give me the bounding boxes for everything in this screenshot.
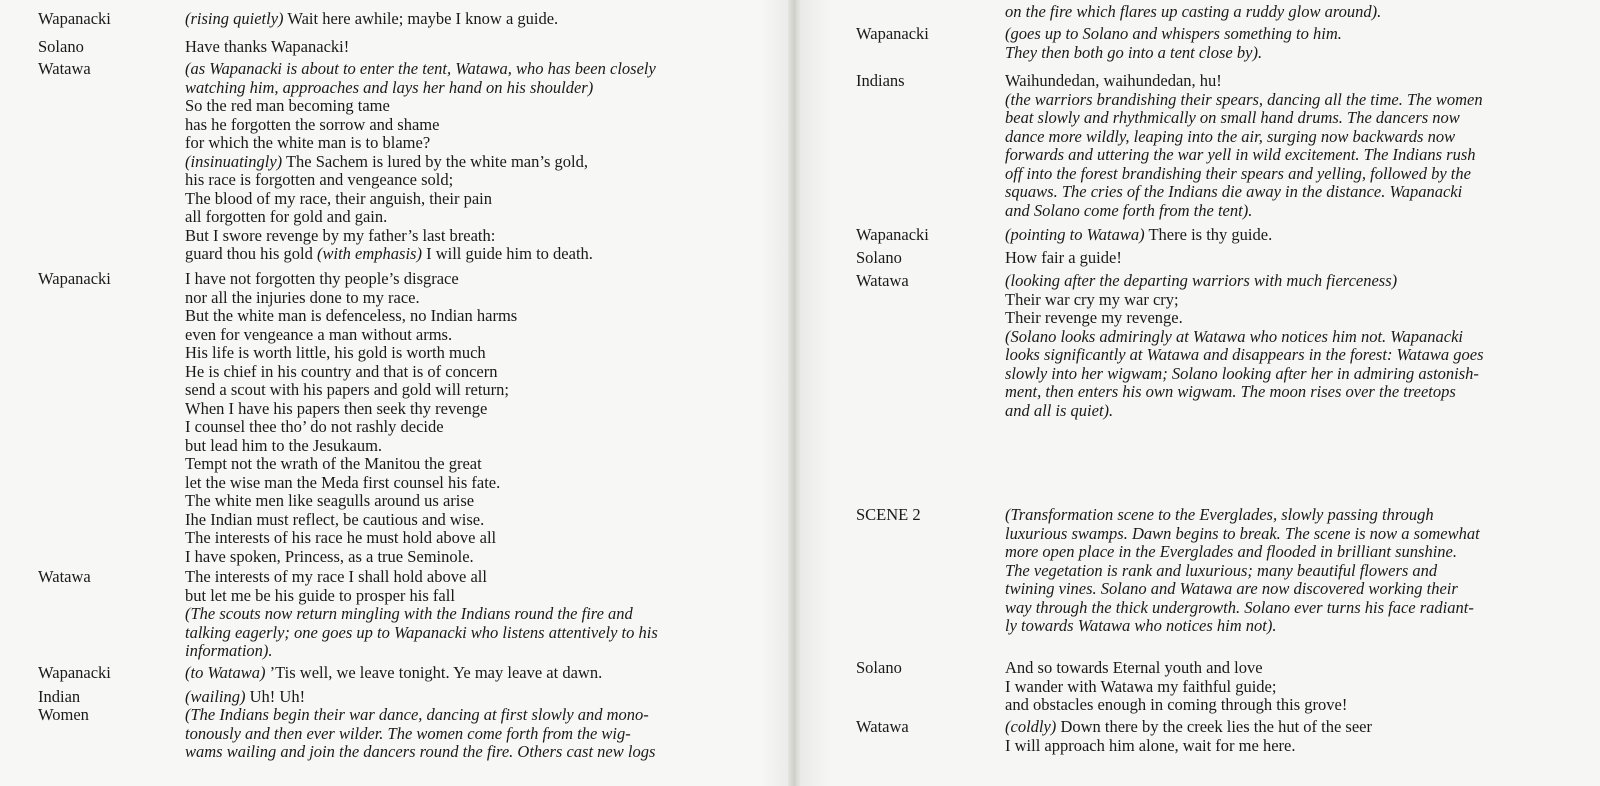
text-line xyxy=(185,642,658,661)
dialogue-text: I will approach him alone, wait for me here. xyxy=(1005,735,1296,755)
dialogue-text: The blood of my race, their anguish, their pain xyxy=(185,188,492,208)
text-line xyxy=(185,381,517,400)
stage-direction: off into the forest brandishing their spears and yelling, followed by the xyxy=(1005,163,1471,183)
text-line xyxy=(1005,402,1484,421)
dialogue-text: Their war cry my war cry; xyxy=(1005,289,1179,309)
script-entry xyxy=(0,664,790,686)
stage-direction: forwards and uttering the war yell in wild excitement. The Indians rush xyxy=(1005,145,1476,164)
stage-direction: ment, then enters his own wigwam. The moon rises over the treetops xyxy=(1005,382,1456,401)
dialogue-text: I wander with Watawa my faithful guide; xyxy=(1005,676,1277,696)
speaker-name: Watawa xyxy=(38,567,91,586)
text-line xyxy=(185,97,656,116)
speaker-name: Indians xyxy=(856,71,905,90)
text-line xyxy=(1005,580,1480,599)
stage-direction: (rising quietly) xyxy=(185,9,284,28)
dialogue-text: Have thanks Wapanacki! xyxy=(185,37,350,56)
stage-direction: squaws. The cries of the Indians die away in the distance. Wapanacki xyxy=(1005,182,1463,201)
text-line xyxy=(185,437,517,456)
speaker-name: Women xyxy=(38,705,89,724)
text-line xyxy=(185,344,517,363)
text-line xyxy=(185,664,602,683)
dialogue-text: Waihundedan, waihundedan, hu! xyxy=(1005,71,1222,90)
speaker-name: Watawa xyxy=(38,59,91,78)
dialogue-text: let the wise man the Meda first counsel his fate. xyxy=(185,472,501,492)
entry-text xyxy=(185,10,558,29)
stage-direction: on the fire which flares up casting a ruddy glow around). xyxy=(1005,2,1382,21)
script-entry xyxy=(0,568,790,664)
speaker-name: Solano xyxy=(856,658,902,677)
entry-text xyxy=(1005,226,1272,245)
text-line xyxy=(185,227,656,246)
entry-text xyxy=(185,60,656,264)
dialogue-text: nor all the injuries done to my race. xyxy=(185,287,420,307)
left-page xyxy=(0,0,790,786)
text-line xyxy=(185,725,655,744)
entry-text xyxy=(1005,25,1342,62)
text-line xyxy=(185,245,656,264)
text-line xyxy=(1005,678,1347,697)
stage-direction: (coldly) xyxy=(1005,717,1057,736)
dialogue-text: The interests of his race he must hold above all xyxy=(185,528,497,547)
stage-direction: (goes up to Solano and whispers something to him. xyxy=(1005,24,1342,43)
text-line xyxy=(185,116,656,135)
script-entry xyxy=(800,226,1600,248)
stage-direction: (pointing to Watawa) xyxy=(1005,225,1145,244)
speaker-name: Solano xyxy=(38,37,84,56)
stage-direction: (looking after the departing warriors with much fierceness) xyxy=(1005,271,1398,290)
entry-text xyxy=(1005,249,1122,268)
text-line xyxy=(1005,226,1272,245)
dialogue-text: his race is forgotten and vengeance sold; xyxy=(185,170,454,189)
text-line xyxy=(1005,599,1480,618)
text-line xyxy=(185,307,517,326)
entry-text xyxy=(1005,72,1483,220)
stage-direction: (Solano looks admiringly at Watawa who notices him not. Wapanacki xyxy=(1005,326,1464,346)
stage-direction: tonously and then ever wilder. The women come forth from the wig- xyxy=(185,723,631,743)
script-entry xyxy=(800,72,1600,222)
dialogue-text: for which the white man is to blame? xyxy=(185,133,431,152)
stage-direction: way through the thick undergrowth. Solano ever turns his face radiant- xyxy=(1005,597,1474,617)
stage-direction: watching him, approaches and lays her hand on his shoulder) xyxy=(185,77,594,97)
speaker-name: Indian xyxy=(38,687,81,706)
stage-direction: luxurious swamps. Dawn begins to break. The scene is now a somewhat xyxy=(1005,523,1480,543)
dialogue-text: When I have his papers then seek thy revenge xyxy=(185,398,488,418)
stage-direction: (The scouts now return mingling with the Indians round the fire and xyxy=(185,604,633,623)
script-entry xyxy=(800,718,1600,759)
stage-direction: slowly into her wigwam; Solano looking after her in admiring astonish- xyxy=(1005,363,1479,383)
stage-direction: (the warriors brandishing their spears, dancing all the time. The women xyxy=(1005,89,1483,109)
text-line xyxy=(185,706,655,725)
text-line xyxy=(185,529,517,548)
dialogue-text: But I swore revenge by my father’s last breath: xyxy=(185,225,496,245)
dialogue-text: Down there by the creek lies the hut of the seer xyxy=(1056,717,1372,736)
right-page xyxy=(800,0,1600,786)
text-line xyxy=(1005,25,1342,44)
dialogue-text: So the red man becoming tame xyxy=(185,96,390,115)
stage-direction: more open place in the Everglades and flooded in brilliant sunshine. xyxy=(1005,542,1458,561)
text-line xyxy=(185,548,517,567)
speaker-name: Solano xyxy=(856,248,902,267)
entry-text xyxy=(185,706,655,762)
dialogue-text: The interests of my race I shall hold above all xyxy=(185,567,487,586)
dialogue-text: Tempt not the wrath of the Manitou the great xyxy=(185,454,482,473)
text-line xyxy=(1005,249,1122,268)
dialogue-text: all forgotten for gold and gain. xyxy=(185,207,388,226)
text-line xyxy=(185,363,517,382)
script-entry xyxy=(0,38,790,60)
text-line xyxy=(185,400,517,419)
text-line xyxy=(1005,328,1484,347)
text-line xyxy=(185,208,656,227)
stage-direction: wams wailing and join the dancers round the fire. Others cast new logs xyxy=(185,742,656,761)
stage-direction: twining vines. Solano and Watawa are now discovered working their xyxy=(1005,579,1458,598)
dialogue-text: But the white man is defenceless, no Indian harms xyxy=(185,306,518,325)
dialogue-text: Ihe Indian must reflect, be cautious and wise. xyxy=(185,509,485,529)
dialogue-text: but let me be his guide to prosper his fall xyxy=(185,585,455,605)
text-line xyxy=(1005,165,1483,184)
stage-direction: talking eagerly; one goes up to Wapanacki who listens attentively to his xyxy=(185,622,658,642)
stage-direction: beat slowly and rhythmically on small hand drums. The dancers now xyxy=(1005,108,1460,127)
text-line xyxy=(1005,718,1372,737)
speaker-name: Wapanacki xyxy=(38,269,111,288)
dialogue-text: There is thy guide. xyxy=(1144,225,1273,244)
text-line xyxy=(185,153,656,172)
dialogue-text: And so towards Eternal youth and love xyxy=(1005,658,1263,677)
dialogue-text: even for vengeance a man without arms. xyxy=(185,324,453,344)
dialogue-text: guard thou his gold xyxy=(185,244,317,263)
stage-direction: (The Indians begin their war dance, dancing at first slowly and mono- xyxy=(185,705,649,724)
text-line xyxy=(1005,383,1484,402)
stage-direction: They then both go into a tent close by). xyxy=(1005,42,1263,62)
text-line xyxy=(185,326,517,345)
stage-direction: looks significantly at Watawa and disappears in the forest: Watawa goes xyxy=(1005,345,1484,364)
text-line xyxy=(1005,506,1480,525)
text-line xyxy=(185,10,558,29)
stage-direction: (wailing) xyxy=(185,687,246,706)
text-line xyxy=(1005,183,1483,202)
text-line xyxy=(185,171,656,190)
dialogue-text: Their revenge my revenge. xyxy=(1005,308,1183,327)
stage-direction: and all is quiet). xyxy=(1005,400,1114,420)
speaker-name: Wapanacki xyxy=(856,225,929,244)
text-line xyxy=(1005,272,1484,291)
script-entry xyxy=(800,659,1600,718)
stage-direction: (to Watawa) xyxy=(185,663,266,682)
dialogue-text: The Sachem is lured by the white man’s gold, xyxy=(282,151,588,171)
dialogue-text: but lead him to the Jesukaum. xyxy=(185,435,383,455)
text-line xyxy=(1005,737,1372,756)
text-line xyxy=(1005,128,1483,147)
stage-direction: information). xyxy=(185,641,273,660)
speaker-name: SCENE 2 xyxy=(856,505,921,524)
text-line xyxy=(1005,309,1484,328)
text-line xyxy=(1005,109,1483,128)
entry-text xyxy=(185,38,349,57)
dialogue-text: and obstacles enough in coming through this grove! xyxy=(1005,695,1348,714)
text-line xyxy=(1005,72,1483,91)
text-line xyxy=(1005,291,1484,310)
text-line xyxy=(185,38,349,57)
entry-text xyxy=(1005,659,1347,715)
text-line xyxy=(1005,44,1342,63)
dialogue-text: Wait here awhile; maybe I know a guide. xyxy=(283,9,559,28)
script-entry xyxy=(800,25,1600,66)
script-entry xyxy=(800,3,1600,25)
text-line xyxy=(185,605,658,624)
text-line xyxy=(185,79,656,98)
dialogue-text: ’Tis well, we leave tonight. Ye may leave at dawn. xyxy=(265,663,603,682)
entry-text xyxy=(185,270,517,566)
script-entry xyxy=(800,272,1600,422)
stage-direction: dance more wildly, leaping into the air, surging now backwards now xyxy=(1005,126,1456,146)
text-line xyxy=(1005,659,1347,678)
text-line xyxy=(1005,202,1483,221)
script-entry xyxy=(0,706,790,765)
text-line xyxy=(185,134,656,153)
entry-text xyxy=(1005,506,1480,636)
script-entry xyxy=(800,506,1600,638)
dialogue-text: How fair a guide! xyxy=(1005,248,1122,267)
stage-direction: and Solano come forth from the tent). xyxy=(1005,200,1253,220)
text-line xyxy=(1005,91,1483,110)
stage-direction: ly towards Watawa who notices him not). xyxy=(1005,616,1277,635)
dialogue-text: I have not forgotten thy people’s disgrace xyxy=(185,269,459,288)
entry-text xyxy=(185,664,602,683)
text-line xyxy=(1005,617,1480,636)
dialogue-text: has he forgotten the sorrow and shame xyxy=(185,114,440,134)
text-line xyxy=(1005,365,1484,384)
text-line xyxy=(1005,146,1483,165)
speaker-name: Wapanacki xyxy=(856,24,929,43)
script-entry xyxy=(0,10,790,32)
text-line xyxy=(185,624,658,643)
text-line xyxy=(1005,562,1480,581)
speaker-name: Watawa xyxy=(856,271,909,290)
dialogue-text: The white men like seagulls around us arise xyxy=(185,491,475,510)
text-line xyxy=(185,492,517,511)
text-line xyxy=(185,455,517,474)
entry-text xyxy=(1005,3,1381,22)
script-entry xyxy=(0,270,790,567)
script-entry xyxy=(800,249,1600,271)
dialogue-text: I counsel thee tho’ do not rashly decide xyxy=(185,417,444,436)
speaker-name: Wapanacki xyxy=(38,9,111,28)
script-entry xyxy=(0,60,790,265)
text-line xyxy=(185,743,655,762)
text-line xyxy=(1005,525,1480,544)
text-line xyxy=(1005,543,1480,562)
text-line xyxy=(1005,346,1484,365)
text-line xyxy=(185,474,517,493)
text-line xyxy=(1005,3,1381,22)
dialogue-text: I have spoken, Princess, as a true Seminole. xyxy=(185,546,474,566)
stage-direction: (Transformation scene to the Everglades, slowly passing through xyxy=(1005,505,1434,524)
stage-direction: The vegetation is rank and luxurious; many beautiful flowers and xyxy=(1005,560,1438,580)
text-line xyxy=(185,688,305,707)
text-line xyxy=(185,60,656,79)
text-line xyxy=(185,418,517,437)
text-line xyxy=(185,270,517,289)
entry-text xyxy=(185,688,305,707)
entry-text xyxy=(1005,272,1484,420)
dialogue-text: send a scout with his papers and gold will return; xyxy=(185,380,509,399)
stage-direction: (as Wapanacki is about to enter the tent, Watawa, who has been closely xyxy=(185,59,656,78)
entry-text xyxy=(1005,718,1372,755)
speaker-name: Wapanacki xyxy=(38,663,111,682)
dialogue-text: His life is worth little, his gold is worth much xyxy=(185,343,486,362)
dialogue-text: He is chief in his country and that is of concern xyxy=(185,361,498,381)
stage-direction: (insinuatingly) xyxy=(185,151,283,171)
text-line xyxy=(185,587,658,606)
text-line xyxy=(185,568,658,587)
text-line xyxy=(185,289,517,308)
dialogue-text: Uh! Uh! xyxy=(245,687,306,706)
text-line xyxy=(185,190,656,209)
text-line xyxy=(1005,696,1347,715)
speaker-name: Watawa xyxy=(856,717,909,736)
dialogue-text: I will guide him to death. xyxy=(421,244,593,263)
stage-direction: (with emphasis) xyxy=(317,244,422,263)
text-line xyxy=(185,511,517,530)
entry-text xyxy=(185,568,658,661)
